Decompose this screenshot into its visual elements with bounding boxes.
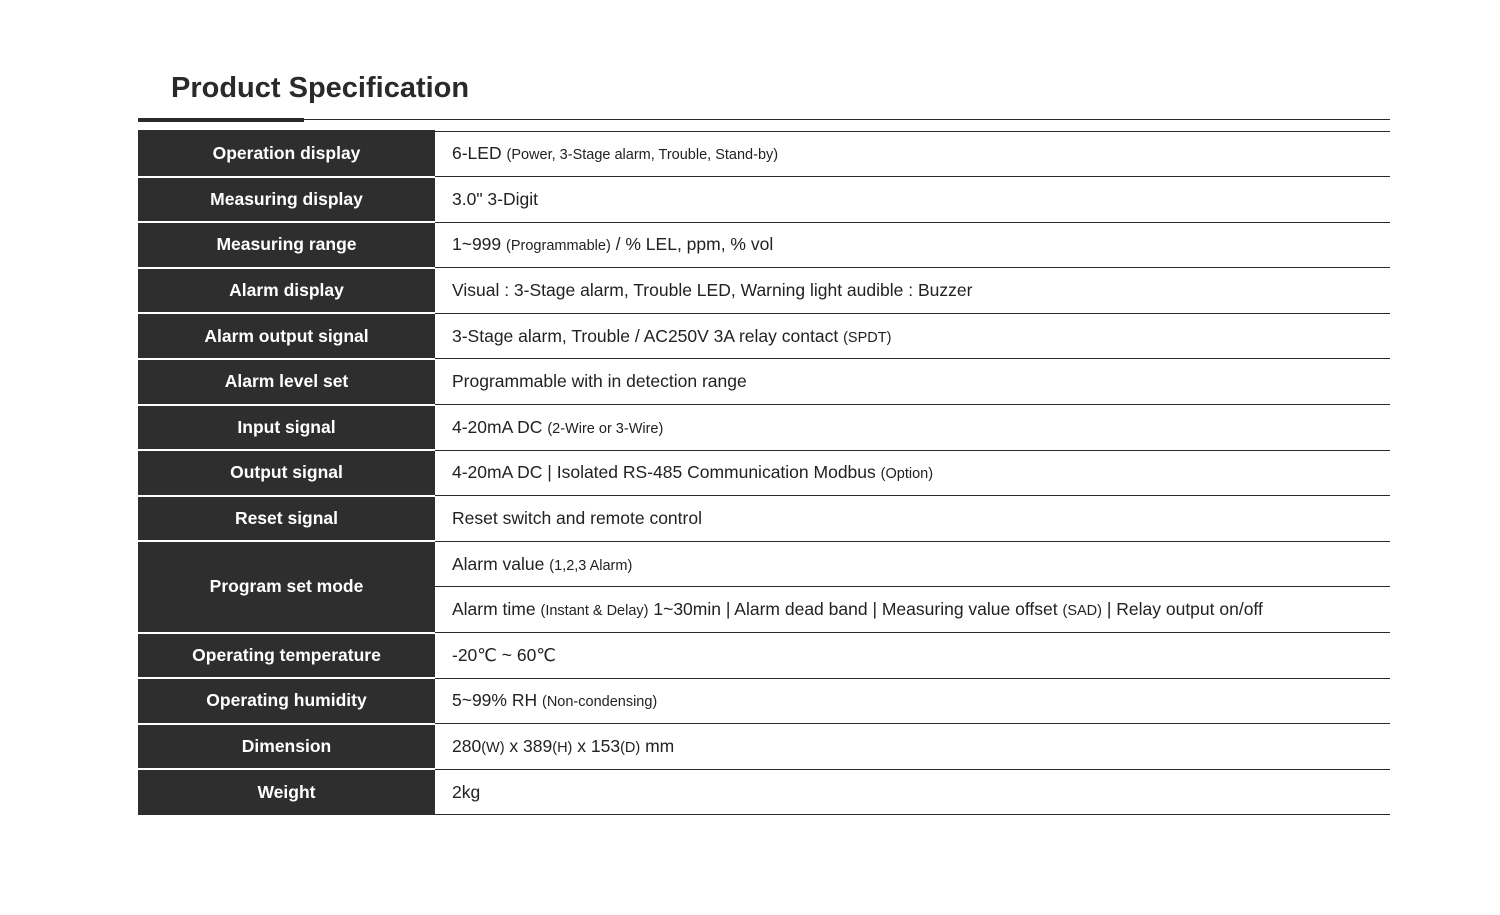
spec-label: Output signal <box>138 450 435 496</box>
value-note: (W) <box>481 740 505 757</box>
spec-label: Weight <box>138 769 435 815</box>
spec-value <box>435 177 1390 223</box>
value-text: Alarm value <box>452 553 545 574</box>
spec-value <box>435 724 1390 770</box>
table-row <box>138 177 1390 223</box>
spec-label: Operation display <box>138 131 435 177</box>
spec-label: Dimension <box>138 724 435 770</box>
spec-value <box>435 541 1390 587</box>
spec-value <box>435 268 1390 314</box>
table-row <box>138 496 1390 542</box>
spec-label: Alarm output signal <box>138 313 435 359</box>
spec-value <box>435 222 1390 268</box>
title-divider <box>138 119 1390 120</box>
value-note: (Programmable) <box>506 238 611 255</box>
value-text: | Relay output on/off <box>1106 599 1263 620</box>
table-row <box>138 268 1390 314</box>
spec-value <box>435 633 1390 679</box>
table-row <box>138 313 1390 359</box>
table-row <box>138 769 1390 815</box>
value-note: (H) <box>552 740 573 757</box>
value-note: (1,2,3 Alarm) <box>549 557 633 574</box>
spec-label: Program set mode <box>138 541 435 632</box>
value-note: (Option) <box>880 466 934 483</box>
table-row <box>138 222 1390 268</box>
table-row <box>138 724 1390 770</box>
value-text: 1~30min | Alarm dead band | Measuring value offset <box>653 599 1058 620</box>
spec-label: Reset signal <box>138 496 435 542</box>
value-text: 6-LED <box>452 143 502 164</box>
value-note: (Non-condensing) <box>542 694 658 711</box>
title-accent-bar <box>138 118 304 122</box>
spec-value <box>435 587 1390 633</box>
value-text: x 153 <box>577 736 621 757</box>
value-text: -20℃ ~ 60℃ <box>452 644 557 665</box>
value-text: 3.0" 3-Digit <box>452 188 538 209</box>
value-note: (SPDT) <box>843 329 892 346</box>
value-text: 3-Stage alarm, Trouble / AC250V 3A relay contact <box>452 325 839 346</box>
table-row <box>138 678 1390 724</box>
value-note: (Instant & Delay) <box>540 603 649 620</box>
value-text: x 389 <box>509 736 553 757</box>
value-text: 2kg <box>452 781 481 802</box>
value-text: Reset switch and remote control <box>452 508 702 529</box>
value-note: (D) <box>620 740 641 757</box>
spec-table <box>138 130 1390 815</box>
spec-label: Alarm display <box>138 268 435 314</box>
value-note: (2-Wire or 3-Wire) <box>547 420 664 437</box>
table-row <box>138 131 1390 177</box>
value-text: 280 <box>452 736 482 757</box>
spec-label: Operating humidity <box>138 678 435 724</box>
spec-label: Measuring display <box>138 177 435 223</box>
table-row <box>138 359 1390 405</box>
spec-value <box>435 769 1390 815</box>
value-text: 5~99% RH <box>452 690 538 711</box>
value-text: mm <box>645 736 675 757</box>
spec-value <box>435 496 1390 542</box>
spec-value <box>435 131 1390 177</box>
spec-label: Measuring range <box>138 222 435 268</box>
spec-value <box>435 313 1390 359</box>
spec-value <box>435 359 1390 405</box>
value-text: 4-20mA DC <box>452 416 543 437</box>
value-text: Alarm time <box>452 599 536 620</box>
value-note: (Power, 3-Stage alarm, Trouble, Stand-by) <box>506 147 779 164</box>
spec-label: Input signal <box>138 405 435 451</box>
table-row <box>138 450 1390 496</box>
value-text: 1~999 <box>452 234 502 255</box>
value-text: Programmable with in detection range <box>452 371 747 392</box>
table-row <box>138 541 1390 587</box>
value-text: / % LEL, ppm, % vol <box>615 234 774 255</box>
spec-value <box>435 450 1390 496</box>
table-row <box>138 633 1390 679</box>
table-row <box>138 405 1390 451</box>
spec-label: Operating temperature <box>138 633 435 679</box>
value-note: (SAD) <box>1062 603 1102 620</box>
spec-label: Alarm level set <box>138 359 435 405</box>
page-title: Product Specification <box>171 72 470 104</box>
value-text: 4-20mA DC | Isolated RS-485 Communication Modbus <box>452 462 876 483</box>
value-text: Visual : 3-Stage alarm, Trouble LED, Warning light audible : Buzzer <box>452 280 973 301</box>
spec-value <box>435 405 1390 451</box>
spec-value <box>435 678 1390 724</box>
